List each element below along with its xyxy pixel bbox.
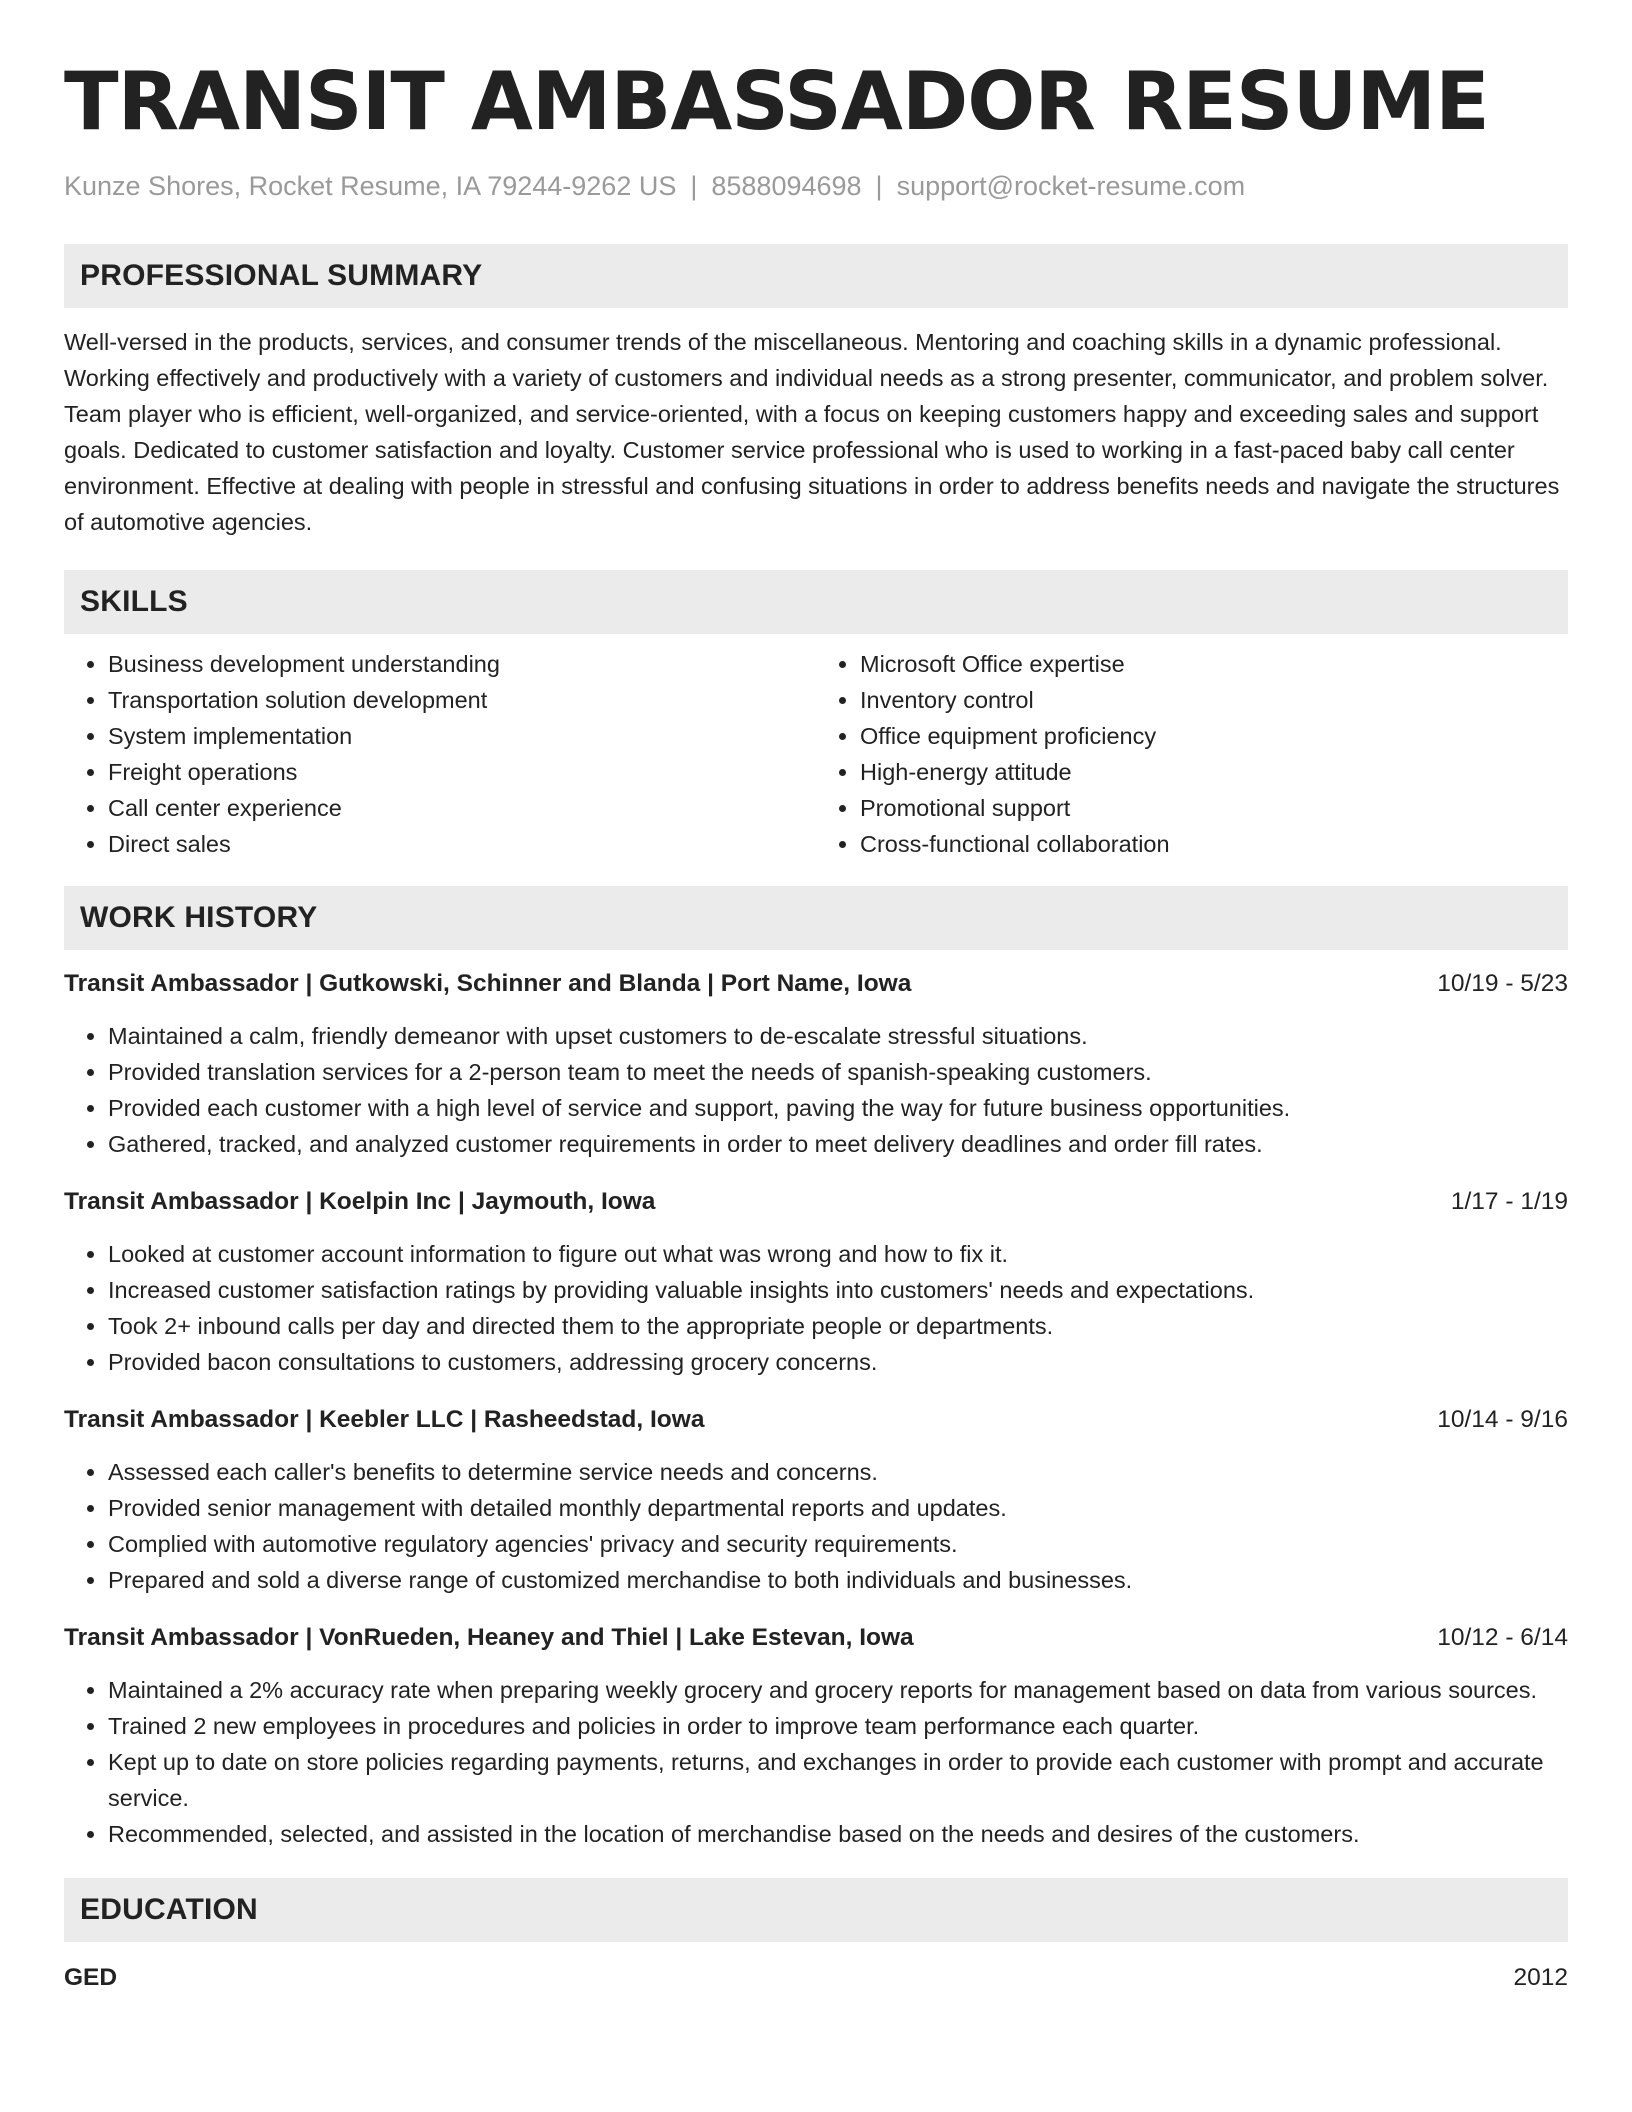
job-dates: 10/12 - 6/14 [1437,1624,1568,1651]
job-bullet: • Complied with automotive regulatory agencies' privacy and security requirements. [108,1526,1568,1562]
job-entry [64,1402,1568,1598]
job-bullets [64,1018,1568,1162]
skills-column-right [816,646,1568,862]
job-bullet: • Maintained a calm, friendly demeanor with upset customers to de-escalate stressful situations. [108,1018,1568,1054]
job-entry [64,966,1568,1162]
job-bullet: • Provided each customer with a high level of service and support, paving the way for future business opportunities. [108,1090,1568,1126]
job-bullet: • Maintained a 2% accuracy rate when preparing weekly grocery and grocery reports for management based on data from various sources. [108,1672,1568,1708]
skills-heading: SKILLS [64,570,1568,634]
job-bullet: • Increased customer satisfaction ratings by providing valuable insights into customers' needs and expectations. [108,1272,1568,1308]
job-bullet: • Trained 2 new employees in procedures and policies in order to improve team performance each quarter. [108,1708,1568,1744]
skill-item: • Transportation solution development [108,682,816,718]
resume-title: TRANSIT AMBASSADOR RESUME [64,55,1489,148]
skill-item: • Inventory control [860,682,1568,718]
job-title: Transit Ambassador | VonRueden, Heaney and Thiel | Lake Estevan, Iowa [64,1624,914,1651]
skills-grid [64,646,1568,862]
job-bullet: • Assessed each caller's benefits to determine service needs and concerns. [108,1454,1568,1490]
skill-item: • Call center experience [108,790,816,826]
job-bullets [64,1236,1568,1380]
education-year: 2012 [1513,1964,1568,1991]
skill-item: • Microsoft Office expertise [860,646,1568,682]
job-header [64,1184,1568,1220]
skill-item: • Office equipment proficiency [860,718,1568,754]
skill-item: • High-energy attitude [860,754,1568,790]
job-entry [64,1184,1568,1380]
job-bullet: • Looked at customer account information to figure out what was wrong and how to fix it. [108,1236,1568,1272]
job-dates: 10/14 - 9/16 [1437,1406,1568,1433]
skill-item: • Direct sales [108,826,816,862]
job-bullet: • Provided senior management with detailed monthly departmental reports and updates. [108,1490,1568,1526]
job-header [64,1620,1568,1656]
job-bullet: • Recommended, selected, and assisted in the location of merchandise based on the needs and desires of the customers. [108,1816,1568,1852]
job-bullet: • Kept up to date on store policies regarding payments, returns, and exchanges in order to provide each customer with prompt and accurate service. [108,1744,1568,1816]
job-bullets [64,1672,1568,1852]
skill-item: • System implementation [108,718,816,754]
job-bullet: • Gathered, tracked, and analyzed customer requirements in order to meet delivery deadlines and order fill rates. [108,1126,1568,1162]
job-title: Transit Ambassador | Koelpin Inc | Jaymouth, Iowa [64,1188,656,1215]
job-title: Transit Ambassador | Gutkowski, Schinner and Blanda | Port Name, Iowa [64,970,912,997]
skills-column-left [64,646,816,862]
contact-phone: 8588094698 [711,171,862,201]
education-degree: GED [64,1964,118,1991]
job-bullets [64,1454,1568,1598]
job-bullet: • Took 2+ inbound calls per day and directed them to the appropriate people or departments. [108,1308,1568,1344]
job-dates: 10/19 - 5/23 [1437,970,1568,997]
job-title: Transit Ambassador | Keebler LLC | Rasheedstad, Iowa [64,1406,705,1433]
contact-separator: | [690,171,698,201]
job-entry [64,1620,1568,1852]
skill-item: • Promotional support [860,790,1568,826]
skill-item: • Cross-functional collaboration [860,826,1568,862]
skill-item: • Freight operations [108,754,816,790]
summary-text: Well-versed in the products, services, and consumer trends of the miscellaneous. Mentoring and coaching skills in a dynamic professional. Working effectively and productively with a variety of customers and individual needs as a strong presenter, communicator, and problem solver. Team player who is efficient, well-organized, and service-oriented, with a focus on keeping customers happy and exceeding sales and support goals. Dedicated to customer satisfaction and loyalty. Customer service professional who is used to working in a fast-paced baby call center environment. Effective at dealing with people in stressful and confusing situations in order to address benefits needs and navigate the structures of automotive agencies. [64,329,1560,535]
contact-separator: | [875,171,883,201]
job-bullet: • Provided translation services for a 2-person team to meet the needs of spanish-speaking customers. [108,1054,1568,1090]
skill-item: • Business development understanding [108,646,816,682]
education-entry [64,1960,1568,1996]
job-header [64,966,1568,1002]
contact-address: Kunze Shores, Rocket Resume, IA 79244-9262 US [64,171,677,201]
contact-line [64,168,1568,204]
job-bullet: • Prepared and sold a diverse range of customized merchandise to both individuals and businesses. [108,1562,1568,1598]
contact-email: support@rocket-resume.com [896,171,1246,201]
education-heading: EDUCATION [64,1878,1568,1942]
job-dates: 1/17 - 1/19 [1450,1188,1568,1215]
job-header [64,1402,1568,1438]
job-bullet: • Provided bacon consultations to customers, addressing grocery concerns. [108,1344,1568,1380]
summary-heading: PROFESSIONAL SUMMARY [64,244,1568,308]
work-history-heading: WORK HISTORY [64,886,1568,950]
